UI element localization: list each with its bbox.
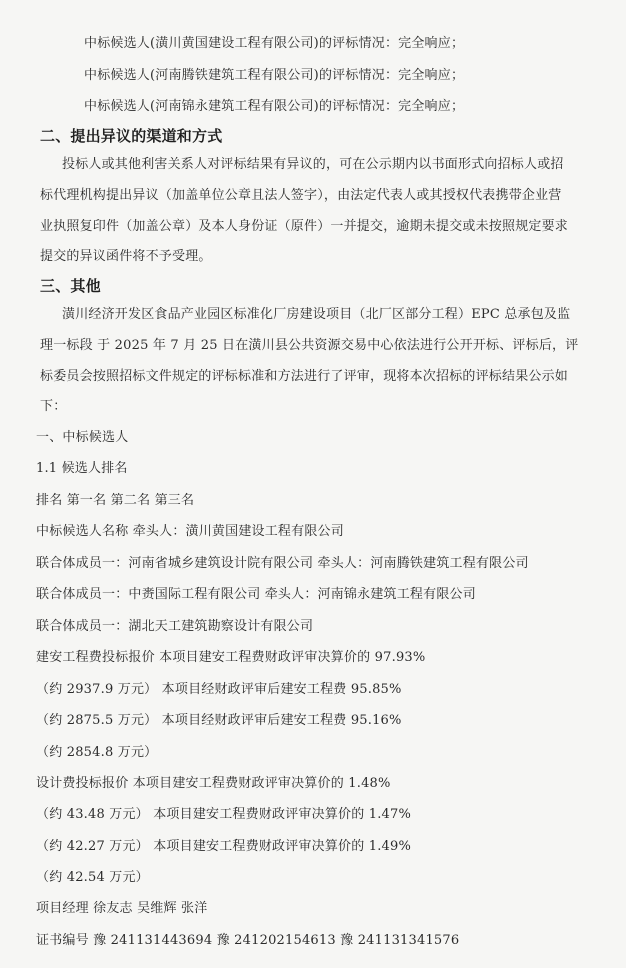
candidate-row: （约 2875.5 万元） 本项目经财政评审后建安工程费 95.16% (36, 713, 402, 728)
section-heading-other: 三、其他 (40, 277, 101, 295)
paragraph-line: 下： (40, 399, 67, 414)
candidate-row: 证书编号 豫 241131443694 豫 241202154613 豫 241131341576 (36, 933, 460, 948)
paragraph-line: 标委员会按照招标文件规定的评标标准和方法进行了评审，现将本次招标的评标结果公示如 (40, 369, 569, 384)
candidate-row: 建安工程费投标报价 本项目建安工程费财政评审决算价的 97.93% (36, 650, 426, 665)
evaluation-line: 中标候选人(河南腾铁建筑工程有限公司)的评标情况：完全响应； (84, 68, 465, 83)
paragraph-line: 提交的异议函件将不予受理。 (40, 249, 212, 264)
candidate-row: 联合体成员一：河南省城乡建筑设计院有限公司 牵头人：河南腾铁建筑工程有限公司 (36, 556, 529, 571)
evaluation-line: 中标候选人(河南锦永建筑工程有限公司)的评标情况：完全响应； (84, 99, 465, 114)
evaluation-line: 中标候选人(潢川黄国建设工程有限公司)的评标情况：完全响应； (84, 36, 465, 51)
candidate-row: 联合体成员一：中赉国际工程有限公司 牵头人：河南锦永建筑工程有限公司 (36, 587, 476, 602)
candidates-heading: 一、中标候选人 (36, 430, 129, 445)
candidate-row: （约 2937.9 万元） 本项目经财政评审后建安工程费 95.85% (36, 682, 402, 697)
candidate-row: 设计费投标报价 本项目建安工程费财政评审决算价的 1.48% (36, 776, 391, 791)
candidate-row: （约 42.54 万元） (36, 870, 149, 885)
candidate-row: 联合体成员一：湖北天工建筑勘察设计有限公司 (36, 619, 314, 634)
candidate-row: （约 43.48 万元） 本项目建安工程费财政评审决算价的 1.47% (36, 807, 412, 822)
candidate-row: （约 2854.8 万元） (36, 745, 158, 760)
rank-row: 排名 第一名 第二名 第三名 (36, 493, 195, 508)
paragraph-line: 标代理机构提出异议（加盖单位公章且法人签字），由法定代表人或其授权代表携带企业营 (40, 188, 562, 203)
candidate-row: （约 42.27 万元） 本项目建安工程费财政评审决算价的 1.49% (36, 839, 412, 854)
paragraph-line: 业执照复印件（加盖公章）及本人身份证（原件）一并提交，逾期未提交或未按照规定要求 (40, 219, 569, 234)
paragraph-line: 潢川经济开发区食品产业园区标准化厂房建设项目（北厂区部分工程）EPC 总承包及监 (62, 307, 571, 322)
candidate-row: 项目经理 徐友志 吴维辉 张洋 (36, 901, 208, 916)
paragraph-line: 投标人或其他利害关系人对评标结果有异议的，可在公示期内以书面形式向招标人或招 (62, 157, 564, 172)
candidate-row: 中标候选人名称 牵头人：潢川黄国建设工程有限公司 (36, 524, 344, 539)
section-heading-objection: 二、提出异议的渠道和方式 (40, 127, 223, 145)
candidates-subheading: 1.1 候选人排名 (36, 461, 128, 476)
paragraph-line: 理一标段 于 2025 年 7 月 25 日在潢川县公共资源交易中心依法进行公开开标、评标后，评 (40, 338, 579, 353)
